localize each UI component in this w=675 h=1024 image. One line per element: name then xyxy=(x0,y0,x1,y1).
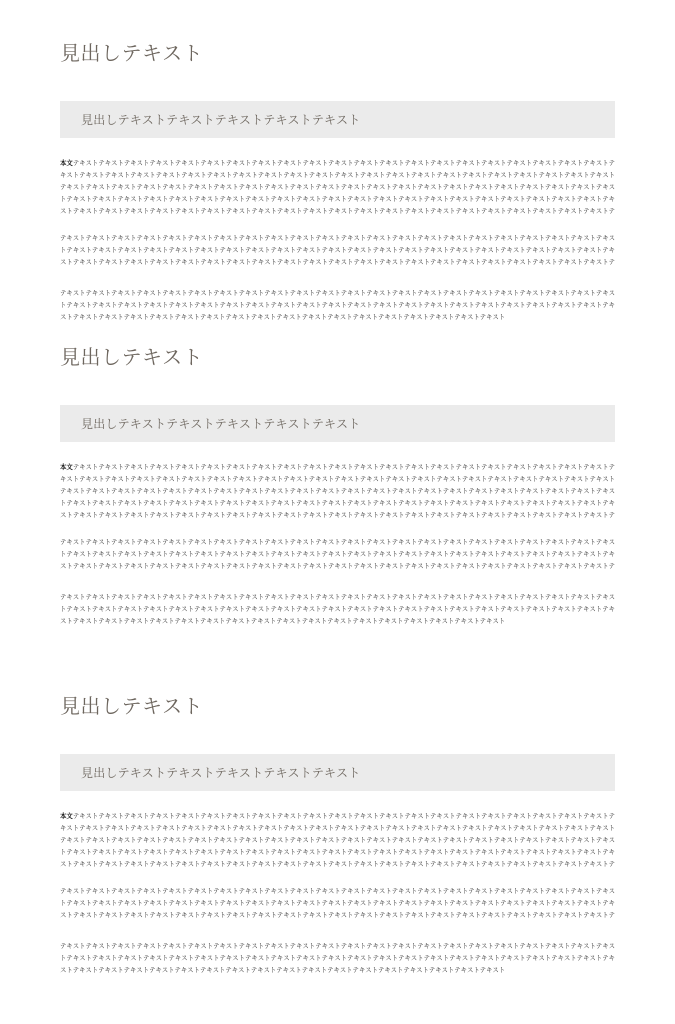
body-paragraph: テキストテキストテキストテキストテキストテキストテキストテキストテキストテキストテキストテキストテキストテキストテキストテキストテキストテキストテキストテキストテキストテキストテキストテキストテキストテキストテキストテキストテキストテキストテキストテキストテキストテキストテキストテキストテキストテキストテキストテキストテキストテキストテキストテキストテキストテキストテキストテキストテキストテキストテキストテキストテキストテキストテキストテキストテキストテキストテキストテキストテキストテキストテキストテキストテキストテ xyxy=(60,538,615,570)
paragraph-text: テキストテキストテキストテキストテキストテキストテキストテキストテキストテキストテキストテキストテキストテキストテキストテキストテキストテキストテキストテキストテキストテキストテキストテキストテキストテキストテキストテキストテキストテキストテキストテキストテキストテキストテキストテキストテキストテキストテキストテキストテキストテキストテキストテキストテキストテキストテキストテキストテキストテキストテキストテキストテキストテキストテキストテキストテキストテキストテキストテキストテキストテキストテキストテキストテキストテキストテキストテキストテキストテキストテキストテキストテキストテキストテキストテキストテキストテキストテキストテキストテキストテキストテキストテキストテキストテキストテキストテキストテキストテキストテキストテキストテキストテキストテキストテキストテキストテキストテキストテキストテキストテキストテキストテキストテキストテキストテキストテキストテ xyxy=(60,463,615,519)
content-section xyxy=(60,693,615,976)
paragraph-lead-label: 本文 xyxy=(60,812,73,820)
subheading-box xyxy=(60,101,615,138)
section-subheading: 見出しテキストテキストテキストテキストテキスト xyxy=(81,113,361,127)
paragraph-text: テキストテキストテキストテキストテキストテキストテキストテキストテキストテキストテキストテキストテキストテキストテキストテキストテキストテキストテキストテキストテキストテキストテキストテキストテキストテキストテキストテキストテキストテキストテキストテキストテキストテキストテキストテキストテキストテキストテキストテキストテキストテキストテキストテキストテキストテキストテキストテキストテキストテキストテキストテキストテキストテキストテキストテキストテキストテキストテキストテキストテキストテキストテキストテキストテキストテキストテキストテキストテキストテキストテキストテキストテキストテキストテキストテキストテキストテキストテキストテキストテキストテキストテキストテキストテキストテキストテキストテキストテキストテキストテキストテキストテキストテキストテキストテキストテキストテキストテキストテキストテキストテキストテキストテキストテキストテキストテキストテキストテ xyxy=(60,812,615,868)
content-section xyxy=(60,40,615,323)
section-subheading: 見出しテキストテキストテキストテキストテキスト xyxy=(81,417,361,431)
section-subheading: 見出しテキストテキストテキストテキストテキスト xyxy=(81,766,361,780)
body-paragraph: テキストテキストテキストテキストテキストテキストテキストテキストテキストテキストテキストテキストテキストテキストテキストテキストテキストテキストテキストテキストテキストテキストテキストテキストテキストテキストテキストテキストテキストテキストテキストテキストテキストテキストテキストテキストテキストテキストテキストテキストテキストテキストテキストテキストテキストテキストテキストテキストテキストテキストテキストテキストテキストテキストテキストテキストテキストテキストテキストテキストテキスト xyxy=(60,289,615,321)
body-paragraph: テキストテキストテキストテキストテキストテキストテキストテキストテキストテキストテキストテキストテキストテキストテキストテキストテキストテキストテキストテキストテキストテキストテキストテキストテキストテキストテキストテキストテキストテキストテキストテキストテキストテキストテキストテキストテキストテキストテキストテキストテキストテキストテキストテキストテキストテキストテキストテキストテキストテキストテキストテキストテキストテキストテキストテキストテキストテキストテキストテキストテキスト xyxy=(60,942,615,974)
paragraph-lead-label: 本文 xyxy=(60,159,73,167)
paragraph-lead-label: 本文 xyxy=(60,463,73,471)
subheading-box xyxy=(60,754,615,791)
section-heading: 見出しテキスト xyxy=(60,41,204,65)
body-paragraph xyxy=(60,461,615,521)
body-paragraph xyxy=(60,810,615,870)
body-paragraph xyxy=(60,157,615,217)
content-section xyxy=(60,344,615,627)
section-heading: 見出しテキスト xyxy=(60,694,204,718)
body-paragraph: テキストテキストテキストテキストテキストテキストテキストテキストテキストテキストテキストテキストテキストテキストテキストテキストテキストテキストテキストテキストテキストテキストテキストテキストテキストテキストテキストテキストテキストテキストテキストテキストテキストテキストテキストテキストテキストテキストテキストテキストテキストテキストテキストテキストテキストテキストテキストテキストテキストテキストテキストテキストテキストテキストテキストテキストテキストテキストテキストテキストテキストテキストテキストテキストテキストテ xyxy=(60,887,615,919)
body-paragraph: テキストテキストテキストテキストテキストテキストテキストテキストテキストテキストテキストテキストテキストテキストテキストテキストテキストテキストテキストテキストテキストテキストテキストテキストテキストテキストテキストテキストテキストテキストテキストテキストテキストテキストテキストテキストテキストテキストテキストテキストテキストテキストテキストテキストテキストテキストテキストテキストテキストテキストテキストテキストテキストテキストテキストテキストテキストテキストテキストテキストテキスト xyxy=(60,593,615,625)
section-heading: 見出しテキスト xyxy=(60,345,204,369)
paragraph-text: テキストテキストテキストテキストテキストテキストテキストテキストテキストテキストテキストテキストテキストテキストテキストテキストテキストテキストテキストテキストテキストテキストテキストテキストテキストテキストテキストテキストテキストテキストテキストテキストテキストテキストテキストテキストテキストテキストテキストテキストテキストテキストテキストテキストテキストテキストテキストテキストテキストテキストテキストテキストテキストテキストテキストテキストテキストテキストテキストテキストテキストテキストテキストテキストテキストテキストテキストテキストテキストテキストテキストテキストテキストテキストテキストテキストテキストテキストテキストテキストテキストテキストテキストテキストテキストテキストテキストテキストテキストテキストテキストテキストテキストテキストテキストテキストテキストテキストテキストテキストテキストテキストテキストテキストテキストテキストテキストテキストテ xyxy=(60,159,615,215)
subheading-box xyxy=(60,405,615,442)
body-paragraph: テキストテキストテキストテキストテキストテキストテキストテキストテキストテキストテキストテキストテキストテキストテキストテキストテキストテキストテキストテキストテキストテキストテキストテキストテキストテキストテキストテキストテキストテキストテキストテキストテキストテキストテキストテキストテキストテキストテキストテキストテキストテキストテキストテキストテキストテキストテキストテキストテキストテキストテキストテキストテキストテキストテキストテキストテキストテキストテキストテキストテキストテキストテキストテキストテキストテ xyxy=(60,234,615,266)
